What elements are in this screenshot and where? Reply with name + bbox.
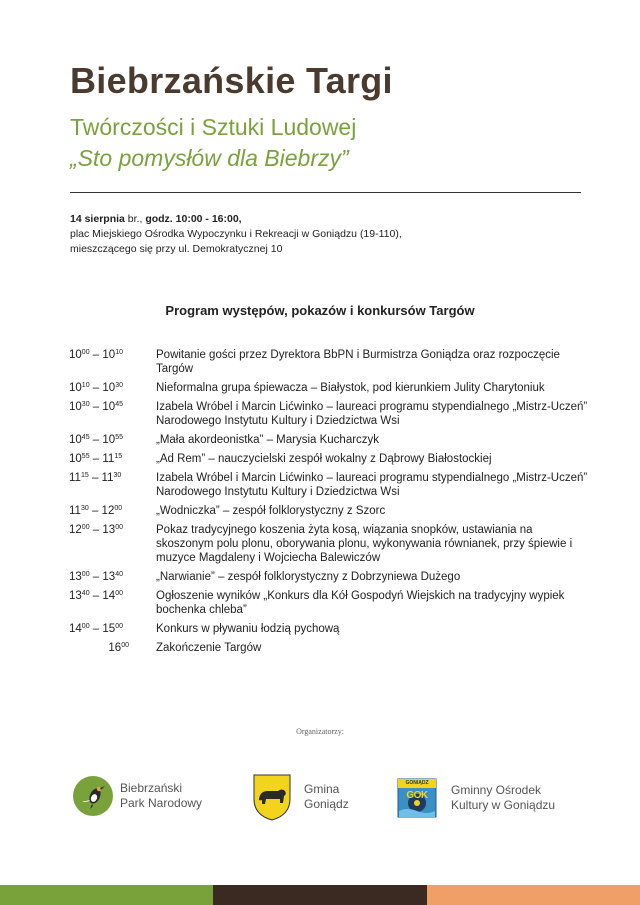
schedule-description: Powitanie gości przez Dyrektora BbPN i Burmistrza Goniądza oraz rozpoczęcie Targów [156, 349, 560, 375]
schedule-description: Izabela Wróbel i Marcin Lićwinko – laureaci programu stypendialnego „Mistrz-Uczeń” Narodowego Instytutu Kultury i Dziedzictwa Wsi [156, 401, 588, 427]
org3-line1: Gminny Ośrodek [451, 783, 542, 797]
schedule-row [69, 348, 589, 376]
schedule-description: „Mała akordeonistka” – Marysia Kucharczyk [156, 434, 380, 446]
schedule-time: $11^{15} - 11^{30}$ [69, 472, 122, 484]
org1-line2: Park Narodowy [120, 796, 203, 810]
schedule-time: $13^{00} - 13^{40}$ [69, 571, 123, 583]
logo-gmina-goniadz [252, 773, 349, 821]
org2-line2: Goniądz [304, 797, 349, 811]
event-time: godz. 10:00 - 16:00, [145, 213, 242, 225]
schedule-row [69, 589, 589, 617]
schedule-time: $10^{30} - 10^{45}$ [69, 401, 123, 413]
schedule-time: $12^{00} - 13^{00}$ [69, 524, 123, 536]
schedule-description: „Ad Rem” – nauczycielski zespół wokalny z Dąbrowy Białostockiej [156, 453, 492, 465]
gok-mark: GOK [406, 790, 428, 801]
program-heading: Program występów, pokazów i konkursów Targów [165, 303, 475, 318]
org1-line1: Biebrzański [120, 781, 183, 795]
schedule-description: Pokaz tradycyjnego koszenia żyta kosą, wiązania snopków, ustawiania na skoszonym polu plonu, oborywania plonu, wykonywania równianek, przy śpiewie i muzyce Magdaleny i Wojciecha Balewiczów [156, 524, 573, 564]
event-info [70, 212, 402, 257]
program-schedule [69, 348, 589, 660]
event-address: mieszczącego się przy ul. Demokratycznej 10 [70, 243, 283, 255]
schedule-row [69, 622, 589, 636]
logo-biebrzanski-park [72, 775, 202, 817]
schedule-time: $10^{10} - 10^{30}$ [69, 382, 123, 394]
schedule-time: $14^{00} - 15^{00}$ [69, 623, 123, 635]
gok-badge: GONIĄDZ [405, 780, 429, 786]
header-divider [70, 192, 581, 193]
schedule-description: Ogłoszenie wyników „Konkurs dla Kół Gospodyń Wiejskich na tradycyjny wypiek bochenka chleba” [156, 590, 565, 616]
schedule-time: $11^{30} - 12^{00}$ [69, 505, 123, 517]
footer-bar-green [0, 885, 213, 905]
logo-gok-goniadz [397, 778, 555, 818]
event-venue: plac Miejskiego Ośrodka Wypoczynku i Rekreacji w Goniądzu (19-110), [70, 228, 402, 240]
schedule-time: $13^{40} - 14^{00}$ [69, 590, 123, 602]
schedule-row [69, 452, 589, 466]
schedule-row [69, 433, 589, 447]
schedule-description: Konkurs w pływaniu łodzią pychową [156, 623, 340, 635]
schedule-time: $10^{00} - 10^{10}$ [69, 349, 123, 361]
page-subtitle: Twórczości i Sztuki Ludowej [70, 114, 357, 140]
schedule-time: $16^{00}$ [108, 642, 129, 654]
event-date: 14 sierpnia [70, 213, 125, 225]
footer-bar-brown [213, 885, 427, 905]
schedule-row [69, 400, 589, 428]
schedule-time: $10^{45} - 10^{55}$ [69, 434, 123, 446]
schedule-description: Izabela Wróbel i Marcin Lićwinko – laureaci programu stypendialnego „Mistrz-Uczeń” Narodowego Instytutu Kultury i Dziedzictwa Wsi [156, 472, 588, 498]
schedule-row [69, 523, 589, 565]
coat-of-arms-icon [252, 773, 292, 821]
bird-logo-icon [72, 775, 114, 817]
schedule-row [69, 381, 589, 395]
page-motto: „Sto pomysłów dla Biebrzy” [70, 145, 349, 171]
footer-bar-orange [427, 885, 640, 905]
schedule-row [69, 504, 589, 518]
gok-icon [397, 778, 437, 818]
schedule-description: Zakończenie Targów [156, 642, 262, 654]
org3-line2: Kultury w Goniądzu [451, 798, 556, 812]
schedule-description: „Wodniczka” – zespół folklorystyczny z Szorc [156, 505, 386, 517]
schedule-row-closing [69, 641, 589, 655]
event-date-line [70, 212, 402, 227]
event-date-suffix: br., [124, 213, 146, 225]
schedule-description: Nieformalna grupa śpiewacza – Białystok, pod kierunkiem Julity Charytoniuk [156, 382, 545, 394]
schedule-row [69, 471, 589, 499]
organizers-label: Organizatorzy: [296, 727, 344, 736]
schedule-description: „Narwianie” – zespół folklorystyczny z Dobrzyniewa Dużego [156, 571, 461, 583]
schedule-row [69, 570, 589, 584]
org2-line1: Gmina [304, 782, 340, 796]
page-title: Biebrzańskie Targi [70, 60, 393, 101]
schedule-time: $10^{55} - 11^{15}$ [69, 453, 123, 465]
